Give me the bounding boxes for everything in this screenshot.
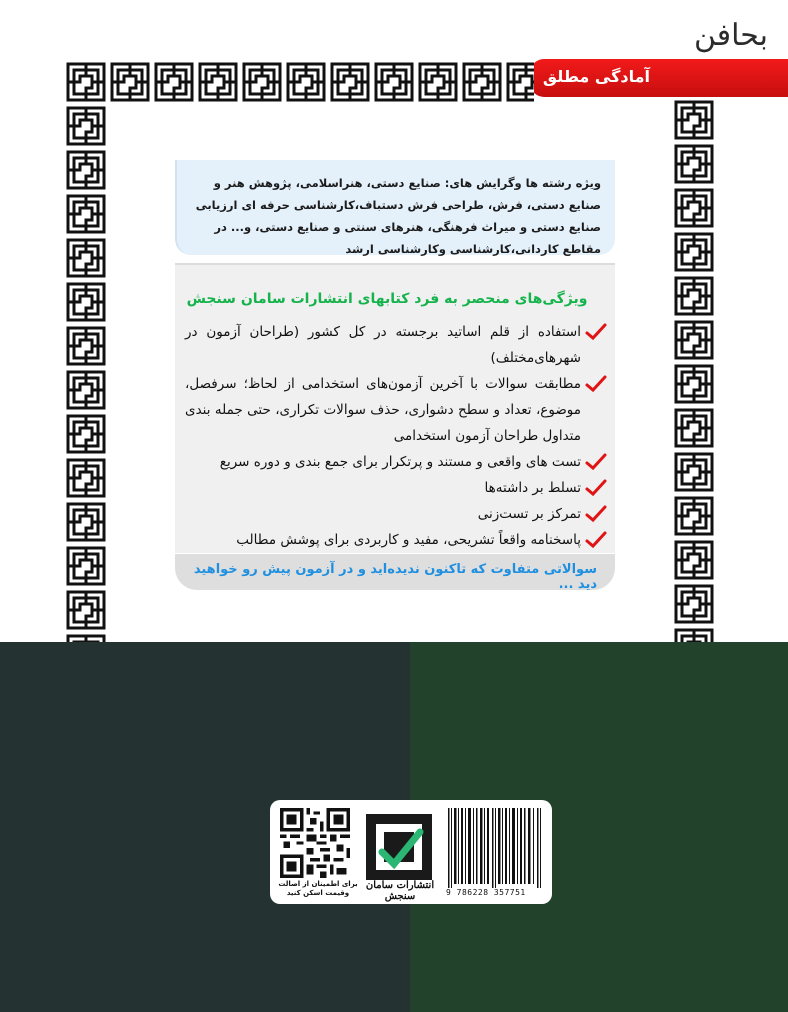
geometric-border-top — [64, 60, 534, 104]
red-ribbon — [530, 59, 788, 97]
ribbon-label: آمادگی مطلق — [542, 67, 650, 86]
red-checkmark-icon — [585, 505, 607, 523]
field-info-body: ویژه رشته ها وگرایش های: صنایع دستی، هنراسلامی، پژوهش هنر و صنایع دستی، فرش، طراحی فرش دستباف،کارشناسی حرفه ای ارزیابی صنایع دستی و میراث فرهنگی، هنرهای سنتی و صنایع دستی، و... در مقاطع کاردانی،کارشناسی وکارشناسی ارشد — [195, 176, 601, 256]
feature-text: تسلط بر داشته‌ها — [484, 480, 581, 496]
qr-code-icon — [278, 808, 352, 878]
feature-item — [175, 449, 615, 475]
red-checkmark-icon — [585, 531, 607, 549]
feature-item — [175, 319, 615, 371]
logo-script-text: بحافن — [693, 18, 768, 53]
red-checkmark-icon — [585, 453, 607, 471]
features-list — [175, 319, 615, 553]
features-footer — [175, 554, 615, 590]
isbn-number: 9 786228 357751 — [446, 888, 526, 897]
geometric-border-left — [64, 60, 108, 642]
features-footer-text: سوالاتی متفاوت که تاکنون ندیده‌اید و در آزمون پیش رو خواهید دید ... — [193, 562, 597, 592]
feature-text: تست های واقعی و مستند و پرتکرار برای جمع بندی و دوره سریع — [219, 454, 581, 470]
qr-caption: برای اطمینان از اصالت وقیمت اسکن کنید — [278, 880, 358, 897]
feature-text: پاسخنامه واقعاً تشریحی، مفید و کاربردی برای پوشش مطالب — [236, 532, 581, 548]
barcode-card — [270, 800, 552, 904]
red-checkmark-icon — [585, 323, 607, 341]
red-checkmark-icon — [585, 375, 607, 393]
geometric-border-right — [672, 98, 716, 642]
samansanjesh-logo-icon — [362, 812, 436, 882]
features-title: ویژگی‌های منحصر به فرد کتابهای انتشارات سامان سنجش — [186, 291, 588, 307]
barcode-icon — [446, 808, 546, 888]
feature-text: مطابقت سوالات با آخرین آزمون‌های استخدامی از لحاظ؛ سرفصل، موضوع، تعداد و سطح دشواری، حذف سوالات تکراری، حتی جمله بندی متداول طراحان آزمون استخدامی — [185, 376, 581, 444]
feature-item — [175, 527, 615, 553]
feature-item — [175, 475, 615, 501]
features-box — [175, 263, 615, 553]
field-info-box — [175, 160, 615, 255]
feature-text: استفاده از قلم اساتید برجسته در کل کشور (طراحان آزمون در شهرهای‌مختلف) — [185, 324, 581, 366]
feature-item — [175, 371, 615, 449]
jafarpub-logo — [660, 10, 770, 62]
feature-text: تمرکز بر تست‌زنی — [477, 506, 581, 522]
red-checkmark-icon — [585, 479, 607, 497]
feature-item — [175, 501, 615, 527]
publisher-name: انتشارات سامان سنجش — [365, 880, 435, 902]
